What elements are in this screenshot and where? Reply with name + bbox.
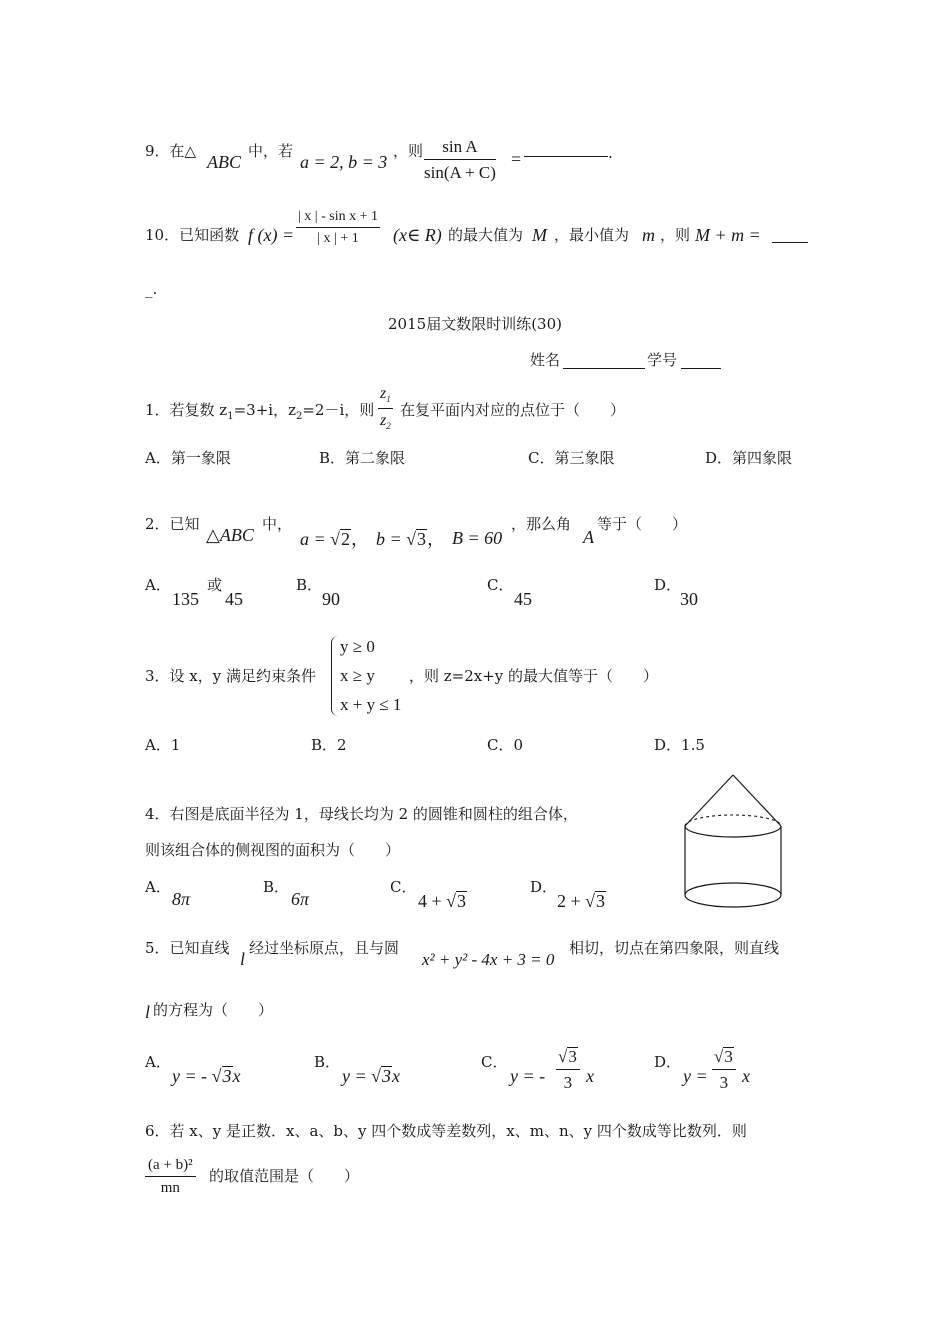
q5-line-symbol: l (240, 949, 246, 969)
q9-fraction (424, 138, 496, 181)
q3-brace (331, 636, 338, 716)
q2-side-b: b = √3， (376, 529, 446, 549)
q3-constraint-3: x + y ≤ 1 (340, 695, 402, 714)
q2-text3: ，那么角 (511, 515, 572, 533)
name-label: 姓名 (530, 351, 561, 369)
q5-text4: 的方程为（ ） (153, 1001, 274, 1019)
q6-fraction: $\frac{\text{(a + b)²}}{mn}$ (145, 1158, 196, 1196)
q5-text2: 经过坐标原点，且与圆 (249, 939, 400, 957)
q4-line-2: 则该组合体的侧视图的面积为（ ） (145, 841, 401, 859)
q10-text1: 的最大值为 (448, 226, 524, 244)
q1-option-b[interactable]: B．第二象限 (319, 449, 406, 467)
q9-answer-blank[interactable] (524, 156, 608, 157)
q10-fraction (296, 210, 380, 246)
q4-line-1: 4．右图是底面半径为 1，母线长均为 2 的圆锥和圆柱的组合体， (145, 805, 578, 823)
q10-text3: ，则 (660, 226, 691, 244)
q3-prefix: 3．设 x，y 满足约束条件 (145, 667, 317, 685)
q10-continuation: _. (145, 280, 158, 298)
q9-mid: 中，若 (248, 142, 294, 160)
q2-angle-a: A (583, 527, 594, 547)
q3-option-d[interactable]: D．1.5 (654, 736, 705, 754)
q1-tail: 在复平面内对应的点位于（ ） (400, 401, 626, 419)
q9-triangle-label: ABC (207, 152, 241, 172)
q9-condition: a = 2, b = 3 (300, 152, 388, 172)
student-id-field[interactable] (681, 368, 721, 369)
q10-domain: (x∈ R) (393, 225, 442, 245)
q10-denominator: | x | + 1 (317, 231, 359, 246)
q3-option-b[interactable]: B．2 (311, 736, 347, 754)
q2-tail: 等于（ ） (597, 515, 688, 533)
q10-answer-blank[interactable] (772, 242, 808, 243)
q6-tail: 的取值范围是（ ） (209, 1167, 360, 1185)
cone-cylinder-figure (678, 770, 790, 912)
q2-angle-b: B = 60 (452, 528, 503, 548)
q9-end: . (608, 144, 613, 162)
q1-option-c[interactable]: C．第三象限 (528, 449, 615, 467)
q10-numerator: | x | - sin x + 1 (296, 210, 380, 228)
student-id-label: 学号 (647, 351, 678, 369)
q9-then: ，则 (393, 142, 424, 160)
q2-side-a: a = √2， (300, 529, 370, 549)
q5-text3: 相切，切点在第四象限，则直线 (569, 939, 780, 957)
q9-numerator: sin A (424, 138, 496, 160)
q1-option-d[interactable]: D．第四象限 (705, 449, 793, 467)
q5-prefix: 5．已知直线 (145, 939, 230, 957)
q5-circle-equation: x² + y² - 4x + 3 = 0 (422, 950, 555, 969)
q9-prefix: 9．在△ (145, 142, 197, 160)
name-field[interactable] (563, 368, 645, 369)
q10-prefix: 10．已知函数 (145, 226, 240, 244)
q2-triangle: △ABC (206, 525, 254, 545)
q1-fraction: $\frac{z_1}{z_2}$ (380, 385, 391, 432)
q10-function: f (x) = (248, 225, 295, 245)
q3-constraint-1: y ≥ 0 (340, 637, 375, 656)
page-title: 2015届文数限时训练(30) (388, 315, 562, 333)
q6-line-1: 6．若 x、y 是正数．x、a、b、y 四个数成等差数列，x、m、n、y 四个数成等比数列．则 (145, 1122, 747, 1140)
q2-prefix: 2．已知 (145, 515, 200, 533)
q9-denominator: sin(A + C) (424, 163, 496, 182)
q3-option-a[interactable]: A．1 (145, 736, 181, 754)
q3-option-c[interactable]: C．0 (487, 736, 524, 754)
q10-max-symbol: M (532, 225, 547, 245)
q2-mid: 中， (262, 515, 293, 533)
q5-line-symbol-2: l (145, 1002, 151, 1022)
q9-equals: = (511, 149, 522, 169)
q10-min-symbol: m (642, 225, 655, 245)
q3-constraint-2: x ≥ y (340, 666, 375, 685)
q1-stem: 1．若复数 $z_1=3+i$，$z_2=2-i$，则 (145, 401, 375, 422)
q10-text2: ，最小值为 (554, 226, 630, 244)
q10-sum: M + m = (695, 225, 761, 245)
q3-tail: ，则 z=2x+y 的最大值等于（ ） (409, 667, 659, 685)
q1-option-a[interactable]: A．第一象限 (145, 449, 231, 467)
